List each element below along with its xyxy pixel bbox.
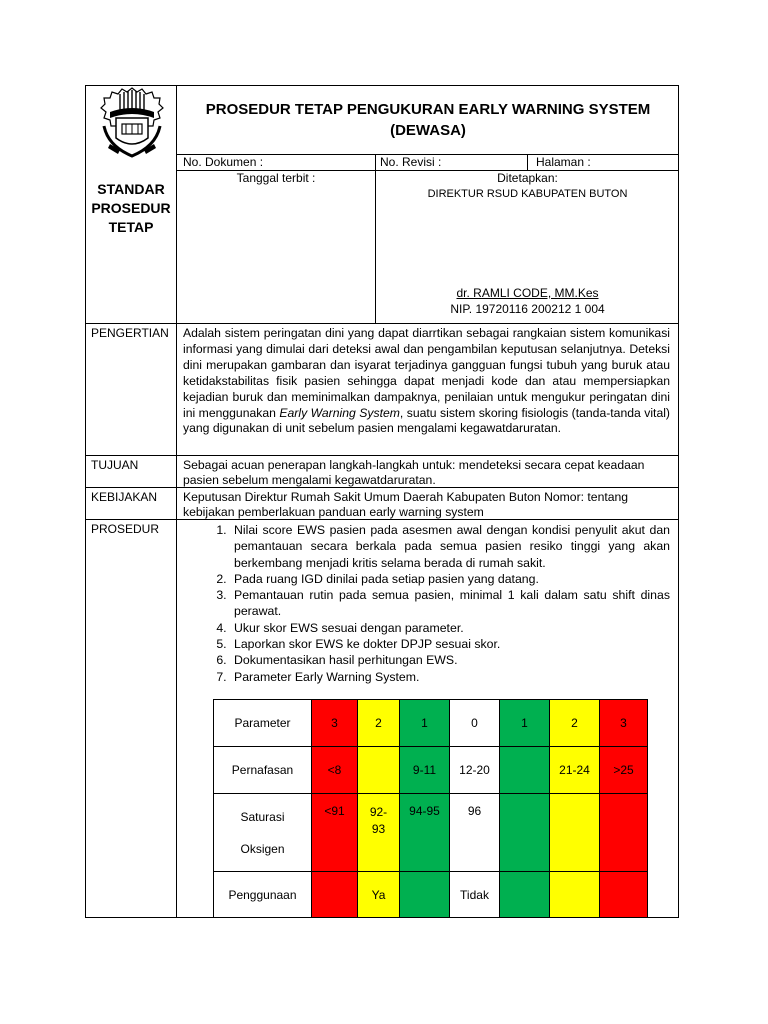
sop-label-line-3: TETAP	[108, 219, 154, 235]
kebijakan-text: Keputusan Direktur Rumah Sakit Umum Daerah Kabupaten Buton Nomor: tentang kebijakan pemberlakuan panduan early warning system	[183, 490, 629, 519]
pengertian-text-part-1: Adalah sistem peringatan dini yang dapat diarrtikan sebagai rangkaian sistem komunikasi informasi yang dimulai dari deteksi awal dan pengambilan keputusan selanjutnya. Deteksi dini merupakan gambaran dan isyarat terjadinya gangguan fungsi tubuh yang buruk atau ketidakstabilitas fisik pasien sehingga dapat menjadi kode dan atau mempersiapkan kejadian buruk dan meminimalkan dampaknya, penilaian untuk mengukur peringatan dini ini menggunakan	[183, 326, 670, 420]
direktur-label: DIREKTUR RSUD KABUPATEN BUTON	[427, 188, 628, 200]
ews-cell: 92- 93	[358, 794, 400, 872]
pengertian-text-italic: Early Warning System	[279, 405, 400, 420]
ews-header-score-2-high: 2	[550, 700, 600, 747]
ews-param-saturasi-line-1: Saturasi	[240, 809, 285, 824]
ews-row-saturasi	[214, 794, 648, 872]
tanggal-terbit-label: Tanggal terbit :	[236, 171, 316, 185]
prosedur-item-2: 2. Pada ruang IGD dinilai pada setiap pasien yang datang.	[230, 571, 670, 587]
signer-name: dr. RAMLI CODE, MM.Kes	[456, 286, 599, 300]
label-column-divider	[176, 85, 177, 918]
prosedur-label: PROSEDUR	[91, 522, 160, 536]
prosedur-item-7: 7. Parameter Early Warning System.	[230, 669, 670, 685]
ditetapkan-label: Ditetapkan:	[497, 171, 558, 185]
title-line-2: (DEWASA)	[390, 122, 466, 139]
header-bottom-divider	[85, 323, 679, 324]
ews-param-pernafasan: Pernafasan	[214, 747, 312, 794]
ews-header-row	[214, 700, 648, 747]
pengertian-divider	[85, 455, 679, 456]
ews-cell	[550, 872, 600, 918]
ews-header-score-3-high: 3	[600, 700, 648, 747]
ews-cell	[500, 794, 550, 872]
no-dokumen-label: No. Dokumen :	[183, 155, 264, 169]
tujuan-text: Sebagai acuan penerapan langkah-langkah untuk: mendeteksi secara cepat keadaan pasien sebelum mengalami kegawatdaruratan.	[183, 458, 645, 487]
pengertian-text-part-2: , suatu sistem skoring fisiologis (tanda-tanda vital) yang digunakan di unit sebelum pasien mengalami kegawatdaruratan.	[183, 405, 670, 436]
prosedur-item-6: 6. Dokumentasikan hasil perhitungan EWS.	[230, 652, 670, 668]
ews-parameter-table	[213, 699, 648, 918]
prosedur-item-3: 3. Pemantauan rutin pada semua pasien, minimal 1 kali dalam satu shift dinas perawat.	[230, 587, 670, 620]
prosedur-list-container	[184, 522, 670, 685]
prosedur-item-4: 4. Ukur skor EWS sesuai dengan parameter.	[230, 620, 670, 636]
pengertian-label: PENGERTIAN	[91, 326, 169, 340]
prosedur-item-5: 5. Laporkan skor EWS ke dokter DPJP sesuai skor.	[230, 636, 670, 652]
halaman-label: Halaman :	[536, 155, 591, 169]
ews-param-penggunaan: Penggunaan	[214, 872, 312, 918]
ews-cell	[400, 872, 450, 918]
pengertian-text	[183, 326, 670, 437]
kebijakan-label: KEBIJAKAN	[91, 490, 158, 504]
ews-cell: 94-95	[400, 794, 450, 872]
ews-cell	[358, 747, 400, 794]
ews-cell	[600, 794, 648, 872]
ews-header-score-3-low: 3	[312, 700, 358, 747]
ews-cell: <8	[312, 747, 358, 794]
ews-header-score-0: 0	[450, 700, 500, 747]
ews-header-score-1-low: 1	[400, 700, 450, 747]
ews-cell: >25	[600, 747, 648, 794]
ews-cell: <91	[312, 794, 358, 872]
ews-cell	[550, 794, 600, 872]
ews-header-score-2-low: 2	[358, 700, 400, 747]
prosedur-item-1: 1. Nilai score EWS pasien pada asesmen awal dengan kondisi penyulit akut dan pemantauan secara berkala pada semua pasien resiko tinggi yang akan berkembang menjadi kritis selama berada di rumah sakit.	[230, 522, 670, 571]
tujuan-label: TUJUAN	[91, 458, 139, 472]
ews-row-pernafasan	[214, 747, 648, 794]
ews-header-parameter: Parameter	[214, 700, 312, 747]
ews-cell: 96	[450, 794, 500, 872]
ews-param-saturasi-line-2: Oksigen	[240, 841, 285, 856]
sop-label-line-2: PROSEDUR	[91, 200, 171, 216]
ews-cell	[500, 747, 550, 794]
ews-cell: 21-24	[550, 747, 600, 794]
title-line-1: PROSEDUR TETAP PENGUKURAN EARLY WARNING SYSTEM	[205, 101, 651, 118]
ews-row-penggunaan	[214, 872, 648, 918]
ews-header-score-1-high: 1	[500, 700, 550, 747]
no-revisi-label: No. Revisi :	[380, 155, 442, 169]
ews-cell: Ya	[358, 872, 400, 918]
kabupaten-buton-emblem-icon	[100, 86, 164, 158]
ews-cell	[312, 872, 358, 918]
sop-label-line-1: STANDAR	[97, 181, 165, 197]
ews-param-saturasi	[214, 794, 312, 872]
doc-info-vdivider-2	[527, 154, 528, 170]
sop-label	[86, 180, 176, 237]
document-title	[178, 99, 678, 141]
ews-cell	[500, 872, 550, 918]
ews-cell: 9-11	[400, 747, 450, 794]
signer-nip: NIP. 19720116 200212 1 004	[450, 302, 605, 316]
ews-cell	[600, 872, 648, 918]
ews-cell: 12-20	[450, 747, 500, 794]
ews-cell: Tidak	[450, 872, 500, 918]
prosedur-list	[184, 522, 670, 685]
logo	[100, 86, 164, 158]
